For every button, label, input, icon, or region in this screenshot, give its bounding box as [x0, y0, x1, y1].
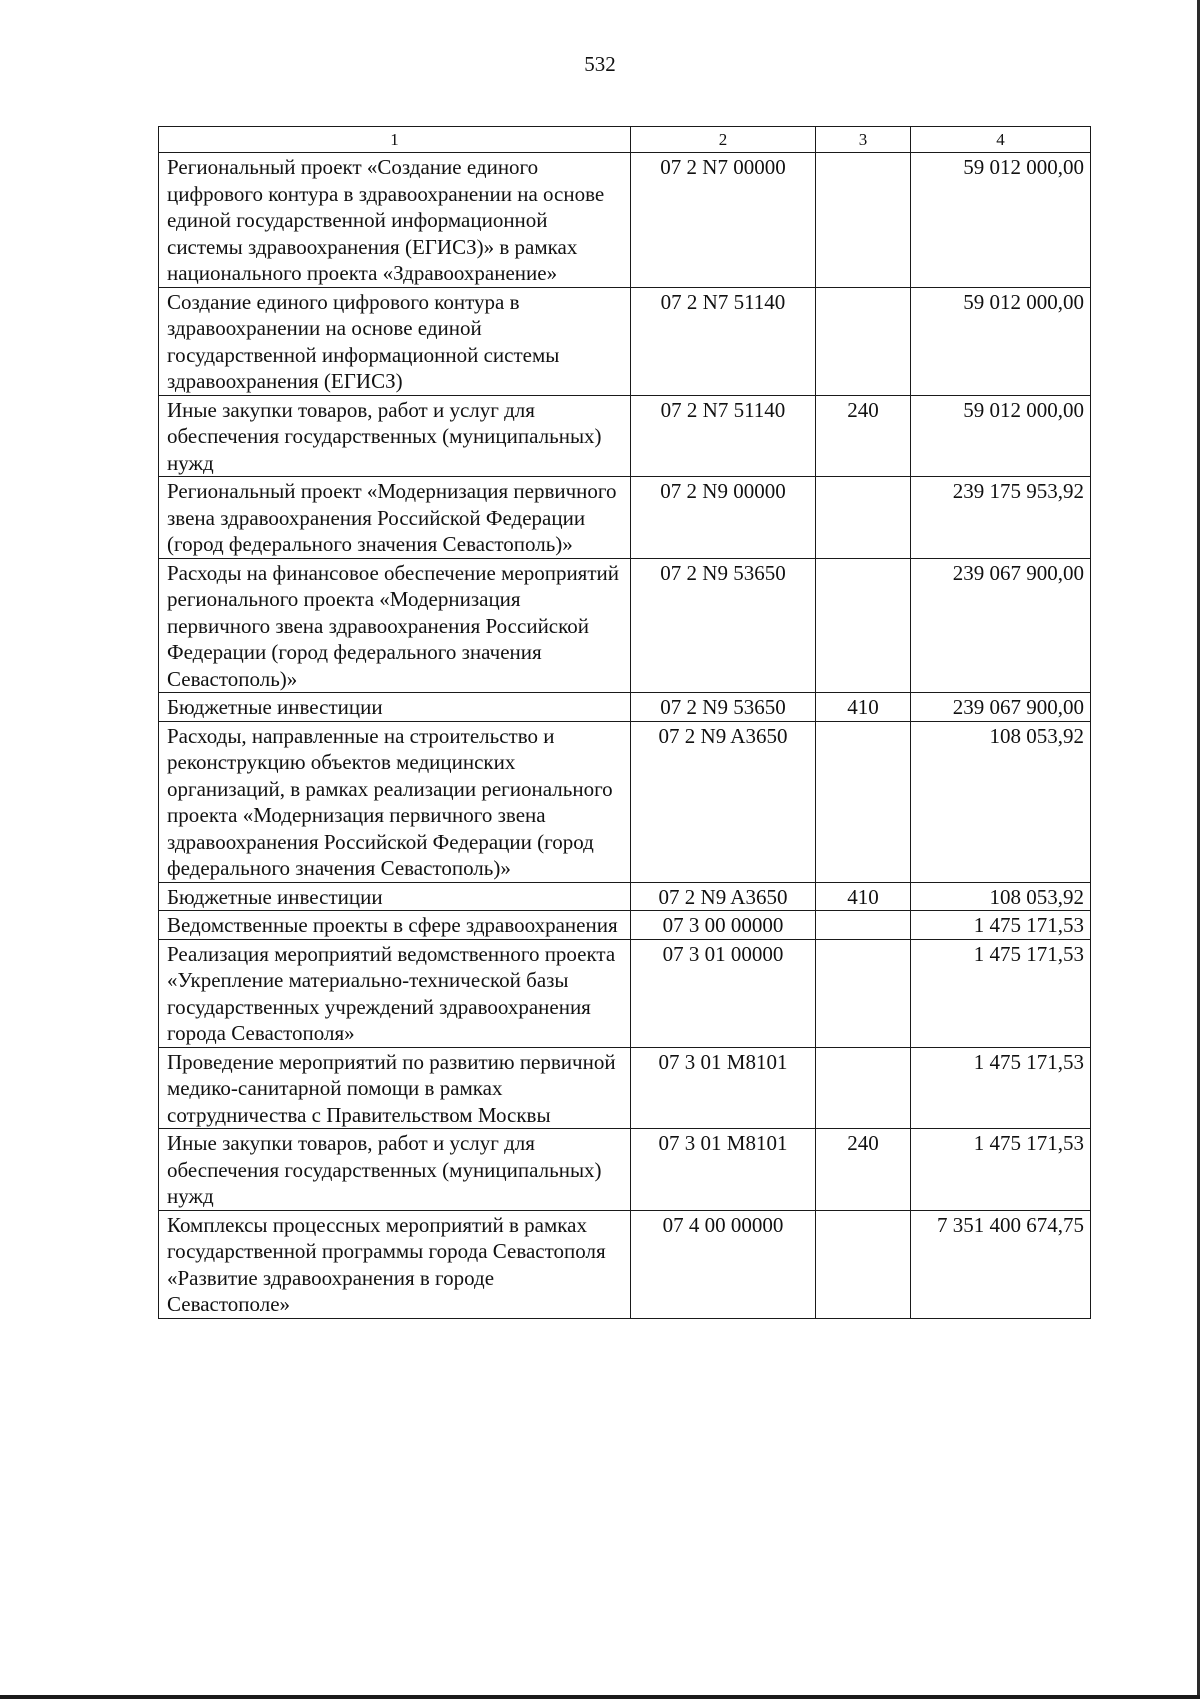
row-name: Иные закупки товаров, работ и услуг для обеспечения государственных (муниципальных) нужд — [159, 395, 631, 477]
row-expense-type: 240 — [816, 395, 911, 477]
row-expense-type — [816, 939, 911, 1047]
table-row — [159, 477, 1091, 559]
header-col-3: 3 — [816, 127, 911, 153]
row-target-code: 07 2 N7 51140 — [631, 395, 816, 477]
row-name: Ведомственные проекты в сфере здравоохранения — [159, 911, 631, 940]
scan-bottom-edge — [0, 1695, 1200, 1699]
row-target-code: 07 2 N9 53650 — [631, 693, 816, 722]
row-target-code: 07 2 N9 A3650 — [631, 721, 816, 882]
row-expense-type — [816, 558, 911, 693]
table-body — [159, 153, 1091, 1319]
row-expense-type — [816, 477, 911, 559]
table-row — [159, 287, 1091, 395]
row-amount: 7 351 400 674,75 — [911, 1210, 1091, 1318]
table-row — [159, 882, 1091, 911]
row-name: Расходы, направленные на строительство и реконструкцию объектов медицинских организаций, в рамках реализации регионального проекта «Модернизация первичного звена здравоохранения Российской Федерации (город федерального значения Севастополь)» — [159, 721, 631, 882]
row-name: Иные закупки товаров, работ и услуг для обеспечения государственных (муниципальных) нужд — [159, 1129, 631, 1211]
table-row — [159, 911, 1091, 940]
row-target-code: 07 3 00 00000 — [631, 911, 816, 940]
table-row — [159, 1047, 1091, 1129]
row-name: Проведение мероприятий по развитию первичной медико-санитарной помощи в рамках сотрудничества с Правительством Москвы — [159, 1047, 631, 1129]
row-name: Региональный проект «Модернизация первичного звена здравоохранения Российской Федерации (город федерального значения Севастополь)» — [159, 477, 631, 559]
row-target-code: 07 2 N9 53650 — [631, 558, 816, 693]
row-amount: 1 475 171,53 — [911, 939, 1091, 1047]
row-expense-type — [816, 153, 911, 288]
row-amount: 239 067 900,00 — [911, 693, 1091, 722]
row-target-code: 07 2 N7 00000 — [631, 153, 816, 288]
row-name: Комплексы процессных мероприятий в рамках государственной программы города Севастополя «Развитие здравоохранения в городе Севастополе» — [159, 1210, 631, 1318]
header-row — [159, 127, 1091, 153]
row-amount: 239 175 953,92 — [911, 477, 1091, 559]
row-target-code: 07 3 01 M8101 — [631, 1047, 816, 1129]
page-number: 532 — [584, 52, 616, 76]
row-amount: 108 053,92 — [911, 721, 1091, 882]
row-target-code: 07 3 01 M8101 — [631, 1129, 816, 1211]
row-expense-type: 410 — [816, 693, 911, 722]
row-name: Реализация мероприятий ведомственного проекта «Укрепление материально-технической базы государственных учреждений здравоохранения города Севастополя» — [159, 939, 631, 1047]
table-row — [159, 1210, 1091, 1318]
row-expense-type: 240 — [816, 1129, 911, 1211]
table-row — [159, 939, 1091, 1047]
row-name: Создание единого цифрового контура в здравоохранении на основе единой государственной информационной системы здравоохранения (ЕГИСЗ) — [159, 287, 631, 395]
budget-table — [158, 126, 1091, 1319]
table-row — [159, 558, 1091, 693]
table-row — [159, 1129, 1091, 1211]
row-amount: 1 475 171,53 — [911, 911, 1091, 940]
row-name: Бюджетные инвестиции — [159, 882, 631, 911]
row-expense-type — [816, 911, 911, 940]
table-row — [159, 395, 1091, 477]
row-expense-type — [816, 721, 911, 882]
row-target-code: 07 4 00 00000 — [631, 1210, 816, 1318]
row-target-code: 07 2 N7 51140 — [631, 287, 816, 395]
row-expense-type — [816, 1210, 911, 1318]
row-target-code: 07 3 01 00000 — [631, 939, 816, 1047]
row-expense-type — [816, 1047, 911, 1129]
row-target-code: 07 2 N9 A3650 — [631, 882, 816, 911]
header-col-1: 1 — [159, 127, 631, 153]
table-row — [159, 721, 1091, 882]
row-expense-type — [816, 287, 911, 395]
table-row — [159, 693, 1091, 722]
row-amount: 59 012 000,00 — [911, 153, 1091, 288]
row-name: Бюджетные инвестиции — [159, 693, 631, 722]
row-amount: 239 067 900,00 — [911, 558, 1091, 693]
table-row — [159, 153, 1091, 288]
row-amount: 1 475 171,53 — [911, 1047, 1091, 1129]
row-amount: 1 475 171,53 — [911, 1129, 1091, 1211]
row-amount: 108 053,92 — [911, 882, 1091, 911]
row-name: Расходы на финансовое обеспечение мероприятий регионального проекта «Модернизация первичного звена здравоохранения Российской Федерации (город федерального значения Севастополь)» — [159, 558, 631, 693]
row-amount: 59 012 000,00 — [911, 395, 1091, 477]
row-name: Региональный проект «Создание единого цифрового контура в здравоохранении на основе единой государственной информационной системы здравоохранения (ЕГИСЗ)» в рамках национального проекта «Здравоохранение» — [159, 153, 631, 288]
table-header — [159, 127, 1091, 153]
header-col-4: 4 — [911, 127, 1091, 153]
row-target-code: 07 2 N9 00000 — [631, 477, 816, 559]
row-amount: 59 012 000,00 — [911, 287, 1091, 395]
header-col-2: 2 — [631, 127, 816, 153]
row-expense-type: 410 — [816, 882, 911, 911]
